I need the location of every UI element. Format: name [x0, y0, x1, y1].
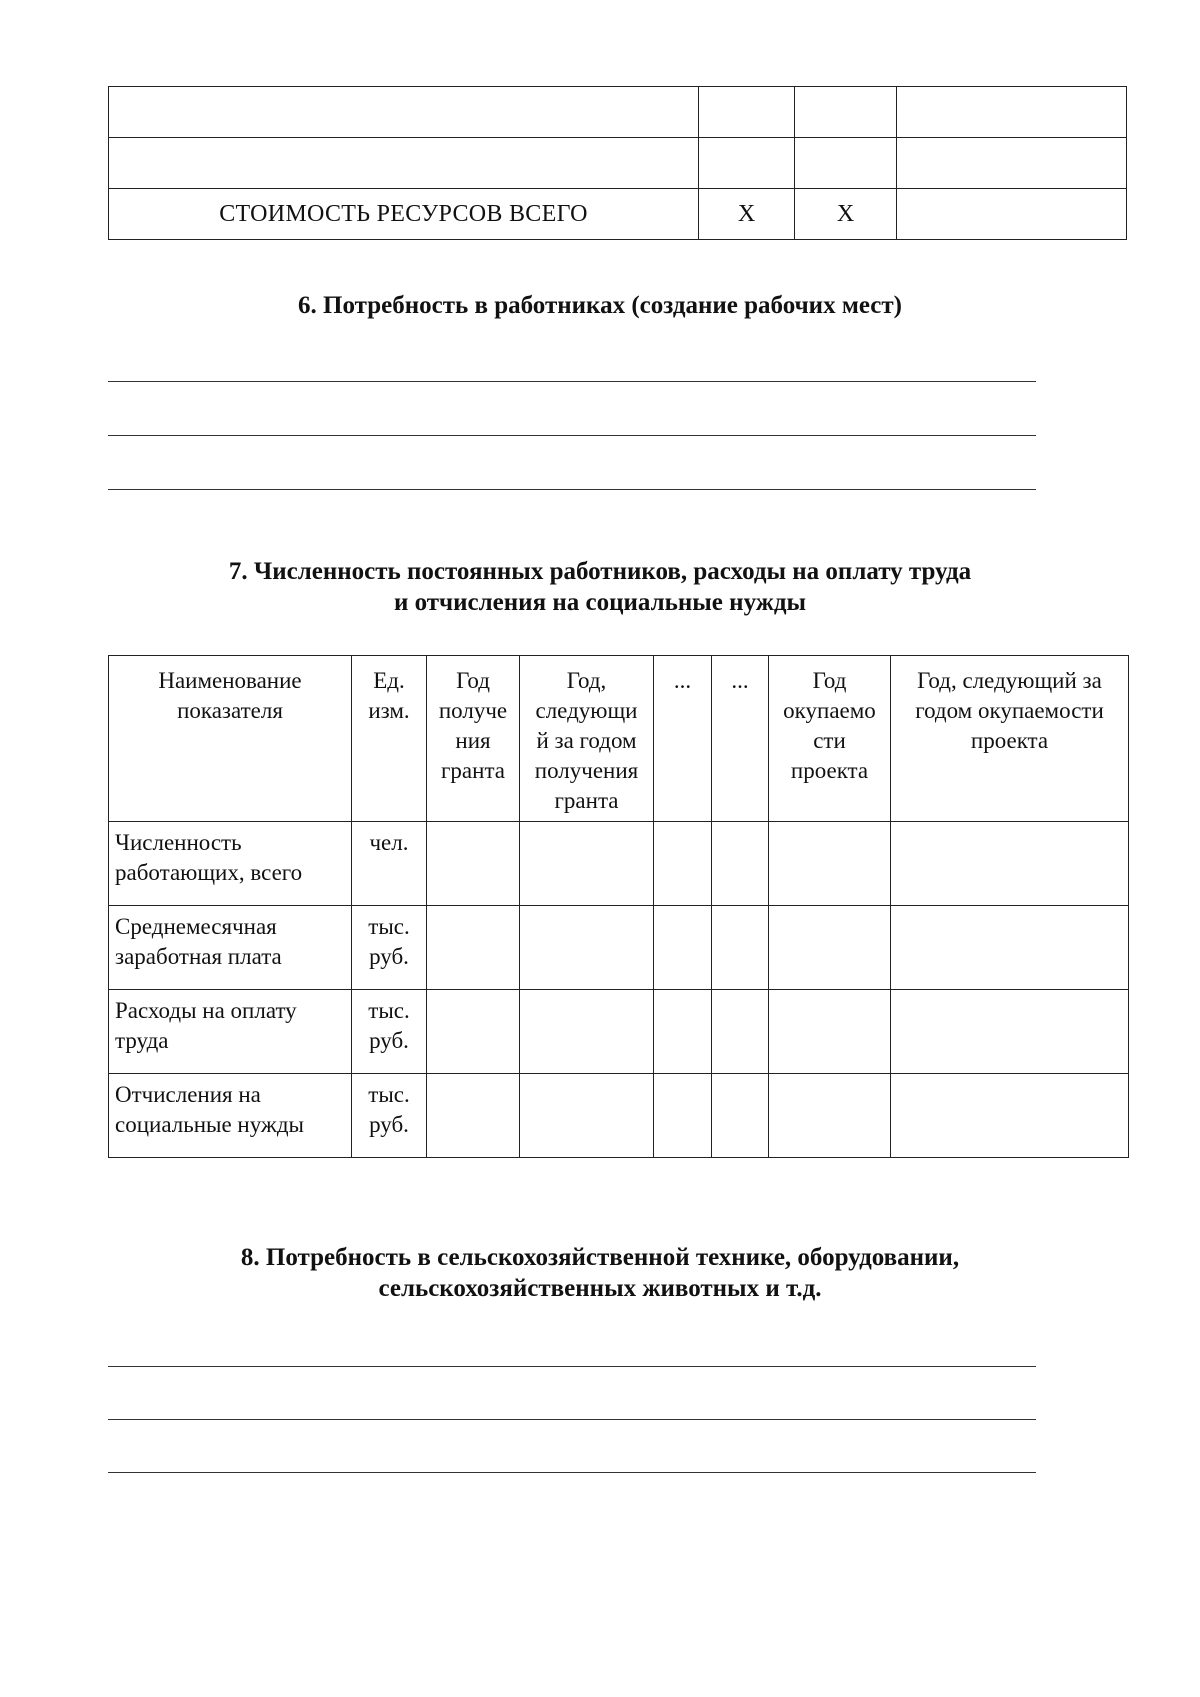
indicator-name: Численность работающих, всего: [109, 822, 352, 906]
indicator-name: Расходы на оплату труда: [109, 990, 352, 1074]
table-cell[interactable]: [699, 87, 795, 138]
table-row: [109, 990, 1129, 1074]
value-cell[interactable]: [520, 822, 654, 906]
total-x-mark: Х: [795, 189, 897, 240]
staff-table: [108, 655, 1129, 1158]
total-x-mark: Х: [699, 189, 795, 240]
value-cell[interactable]: [891, 906, 1129, 990]
table-row: [109, 822, 1129, 906]
col-header-payback-year: Год окупаемо сти проекта: [769, 656, 891, 822]
value-cell[interactable]: [769, 1074, 891, 1158]
value-cell[interactable]: [712, 990, 769, 1074]
table-header-row: [109, 656, 1129, 822]
value-cell[interactable]: [769, 906, 891, 990]
indicator-unit: тыс. руб.: [352, 1074, 427, 1158]
fill-in-line[interactable]: [108, 489, 1036, 490]
fill-in-line[interactable]: [108, 1366, 1036, 1367]
fill-in-line[interactable]: [108, 435, 1036, 436]
table-cell[interactable]: [795, 87, 897, 138]
col-header-unit: Ед. изм.: [352, 656, 427, 822]
resources-table: [108, 86, 1127, 240]
fill-in-line[interactable]: [108, 381, 1036, 382]
col-header-ellipsis: ...: [654, 656, 712, 822]
table-cell[interactable]: [795, 138, 897, 189]
col-header-year-after-payback: Год, следующий за годом окупаемости проекта: [891, 656, 1129, 822]
table-row-total: [109, 189, 1127, 240]
value-cell[interactable]: [654, 822, 712, 906]
table-cell[interactable]: [109, 87, 699, 138]
value-cell[interactable]: [427, 906, 520, 990]
table-row: [109, 1074, 1129, 1158]
value-cell[interactable]: [427, 1074, 520, 1158]
col-header-indicator: Наименование показателя: [109, 656, 352, 822]
section8-title-line2: сельскохозяйственных животных и т.д.: [378, 1275, 822, 1302]
total-resources-label: СТОИМОСТЬ РЕСУРСОВ ВСЕГО: [109, 189, 699, 240]
table-cell[interactable]: [897, 138, 1127, 189]
value-cell[interactable]: [891, 990, 1129, 1074]
value-cell[interactable]: [654, 1074, 712, 1158]
table-cell[interactable]: [897, 87, 1127, 138]
col-header-ellipsis: ...: [712, 656, 769, 822]
fill-in-line[interactable]: [108, 1419, 1036, 1420]
table-row: [109, 138, 1127, 189]
section8-title-line1: 8. Потребность в сельскохозяйственной технике, оборудовании,: [240, 1244, 960, 1271]
value-cell[interactable]: [712, 1074, 769, 1158]
table-row: [109, 87, 1127, 138]
section7-title: [60, 556, 1140, 618]
col-header-grant-year: Год получе ния гранта: [427, 656, 520, 822]
fill-in-line[interactable]: [108, 1472, 1036, 1473]
table-cell[interactable]: [109, 138, 699, 189]
value-cell[interactable]: [769, 990, 891, 1074]
value-cell[interactable]: [520, 906, 654, 990]
section7-title-line2: и отчисления на социальные нужды: [393, 589, 807, 616]
value-cell[interactable]: [654, 906, 712, 990]
section8-title: [60, 1242, 1140, 1304]
value-cell[interactable]: [891, 822, 1129, 906]
indicator-name: Среднемесячная заработная плата: [109, 906, 352, 990]
value-cell[interactable]: [427, 990, 520, 1074]
value-cell[interactable]: [712, 822, 769, 906]
value-cell[interactable]: [769, 822, 891, 906]
value-cell[interactable]: [520, 990, 654, 1074]
value-cell[interactable]: [712, 906, 769, 990]
table-cell[interactable]: [699, 138, 795, 189]
section7-title-line1: 7. Численность постоянных работников, расходы на оплату труда: [228, 558, 972, 585]
table-row: [109, 906, 1129, 990]
value-cell[interactable]: [891, 1074, 1129, 1158]
indicator-unit: тыс. руб.: [352, 906, 427, 990]
col-header-year-after-grant: Год, следующи й за годом получения гранта: [520, 656, 654, 822]
section6-title: 6. Потребность в работниках (создание рабочих мест): [298, 292, 902, 319]
total-value-cell[interactable]: [897, 189, 1127, 240]
value-cell[interactable]: [654, 990, 712, 1074]
value-cell[interactable]: [520, 1074, 654, 1158]
value-cell[interactable]: [427, 822, 520, 906]
indicator-name: Отчисления на социальные нужды: [109, 1074, 352, 1158]
indicator-unit: чел.: [352, 822, 427, 906]
indicator-unit: тыс. руб.: [352, 990, 427, 1074]
